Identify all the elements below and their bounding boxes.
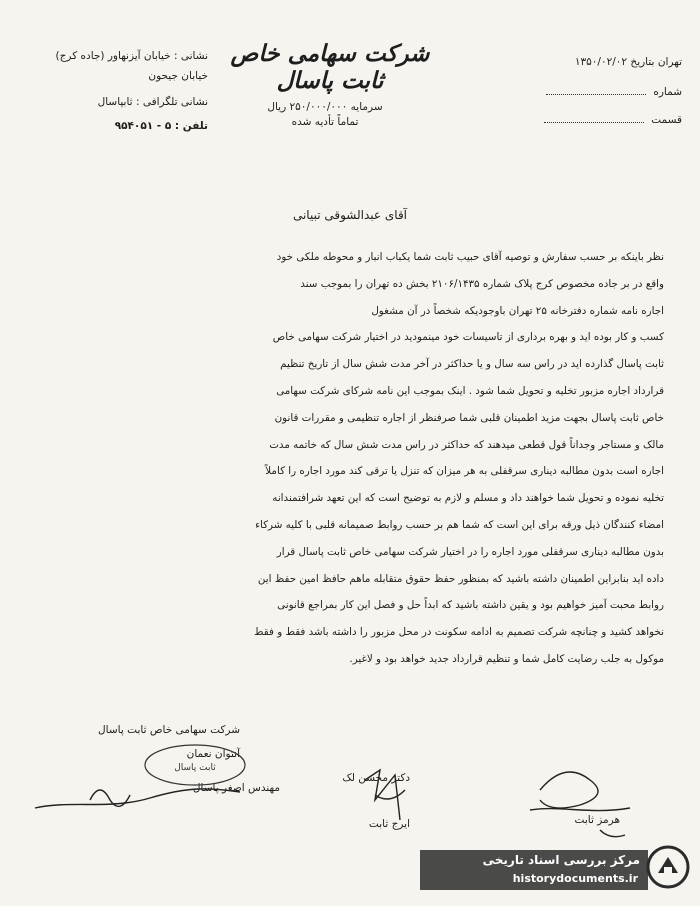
addressee: آقای عبدالشوقی تبیانی bbox=[292, 208, 408, 222]
signature-scribble-right bbox=[520, 750, 640, 850]
signatory-hormoz: هرمز ثابت bbox=[574, 814, 620, 826]
stamp-text: ثابت پاسال bbox=[174, 763, 216, 773]
body-line: داده اید بنابراین اطمینان داشته باشید که بمنظور حفظ حقوق متقابله ماهم حافظ امین حفظ این bbox=[257, 572, 664, 585]
watermark-url: historydocuments.ir bbox=[512, 872, 638, 885]
body-line: ثابت پاسال گذارده اید در راس سه سال و یا حداکثر در آخر مدت شش سال از تاریخ تنظیم bbox=[280, 358, 664, 371]
company-name: شرکت سهامی خاص ثابت پاسال bbox=[230, 40, 430, 94]
signatory-iraj: ایرج ثابت bbox=[368, 818, 410, 830]
section-field bbox=[507, 114, 682, 126]
date-field: تهران بتاریخ ۱۳۵۰/۰۲/۰۲ bbox=[574, 56, 682, 68]
telegraph-address: نشانی تلگرافی : ثابپاسال bbox=[97, 96, 208, 108]
body-line: تخلیه نموده و تحویل شما خواهند داد و مسلم و لازم به توضیح است که این تعهد شرافتمندانه bbox=[272, 492, 664, 505]
body-line: واقع در بر جاده مخصوص کرج پلاک شماره ۲۱۰۶/۱۴۳۵ بخش ده تهران را بموجب سند bbox=[300, 277, 664, 290]
body-line: اجاره است بدون مطالبه دیناری سرقفلی به هر میزان که تنزل یا ترقی کند مورد اجاره را کاملاً bbox=[265, 465, 664, 478]
body-line: بدون مطالبه دیناری سرقفلی مورد اجاره را در اختیار شرکت سهامی خاص ثابت پاسال قرار bbox=[276, 545, 664, 558]
letter-body bbox=[34, 244, 664, 673]
body-line: نخواهد کشید و چنانچه شرکت تصمیم به ادامه سکونت در محل مزبور را داشته باشد فقط و فقط bbox=[254, 626, 664, 639]
signature-scribble-doctor bbox=[355, 760, 415, 830]
capital-note bbox=[250, 100, 400, 130]
body-line: اجاره نامه شماره دفترخانه ۲۵ تهران باوجودیکه شخصاً در آن مشغول bbox=[371, 304, 664, 317]
number-dotted-line bbox=[546, 86, 646, 95]
body-line: امضاء کنندگان ذیل ورقه برای این است که شما هم بر حسب روابط صمیمانه قلبی با کلیه شرکاء bbox=[255, 518, 664, 531]
capital-paid: تماماً تأدیه شده bbox=[291, 116, 359, 128]
body-line: نظر باینکه بر حسب سفارش و توصیه آقای حبیب ثابت شما یکباب انبار و محوطه ملکی خود bbox=[276, 251, 664, 263]
signatory-mohandes: مهندس اصغر پاسال bbox=[192, 782, 280, 794]
watermark-logo-icon bbox=[646, 845, 690, 889]
body-line: قرارداد اجاره مزبور تخلیه و تحویل شما شود . اینک بموجب این نامه شرکای شرکت سهامی bbox=[276, 384, 664, 397]
capital-amount: سرمایه ۲۵۰/۰۰۰/۰۰۰ ریال bbox=[267, 101, 383, 113]
watermark-title: مرکز بررسی اسناد تاریخی bbox=[482, 853, 640, 867]
address-line: نشانی : خیابان آیزنهاور (جاده کرج) bbox=[55, 50, 208, 62]
number-field bbox=[507, 86, 682, 98]
phone-number: تلفن : ۵ - ۹۵۴۰۵۱ bbox=[114, 120, 208, 132]
body-line: موکول به جلب رضایت کامل شما و تنظیم قرارداد جدید خواهد بود و لاغیر. bbox=[349, 652, 664, 665]
signature-scribble-left bbox=[30, 770, 250, 820]
section-label: قسمت bbox=[651, 114, 682, 126]
body-line: روابط محبت آمیز خواهیم بود و یقین داشته باشید که ابداً حل و فصل این کار بمراجع قانونی bbox=[277, 599, 664, 612]
section-dotted-line bbox=[544, 114, 644, 123]
body-line: مالک و مستاجر وجداناً قول قطعی میدهند که حداکثر در راس مدت شش سال که خاتمه مدت bbox=[269, 438, 664, 451]
signatory-antoine: آنتوان نعمان bbox=[186, 748, 240, 760]
address-line: خیابان جیحون bbox=[148, 70, 208, 82]
body-line: خاص ثابت پاسال بجهت مزید اطمینان قلبی شما صرفنظر از اجاره تنظیمی و مقررات قانون bbox=[274, 411, 664, 424]
signatory-doctor: دکتر محسن لک bbox=[342, 772, 410, 784]
company-signatory: شرکت سهامی خاص ثابت پاسال bbox=[98, 724, 240, 736]
number-label: شماره bbox=[653, 86, 682, 98]
body-line: کسب و کار بوده اید و بهره برداری از تاسیسات خود مینمودید در اختیار شرکت سهامی خاص bbox=[272, 331, 664, 344]
